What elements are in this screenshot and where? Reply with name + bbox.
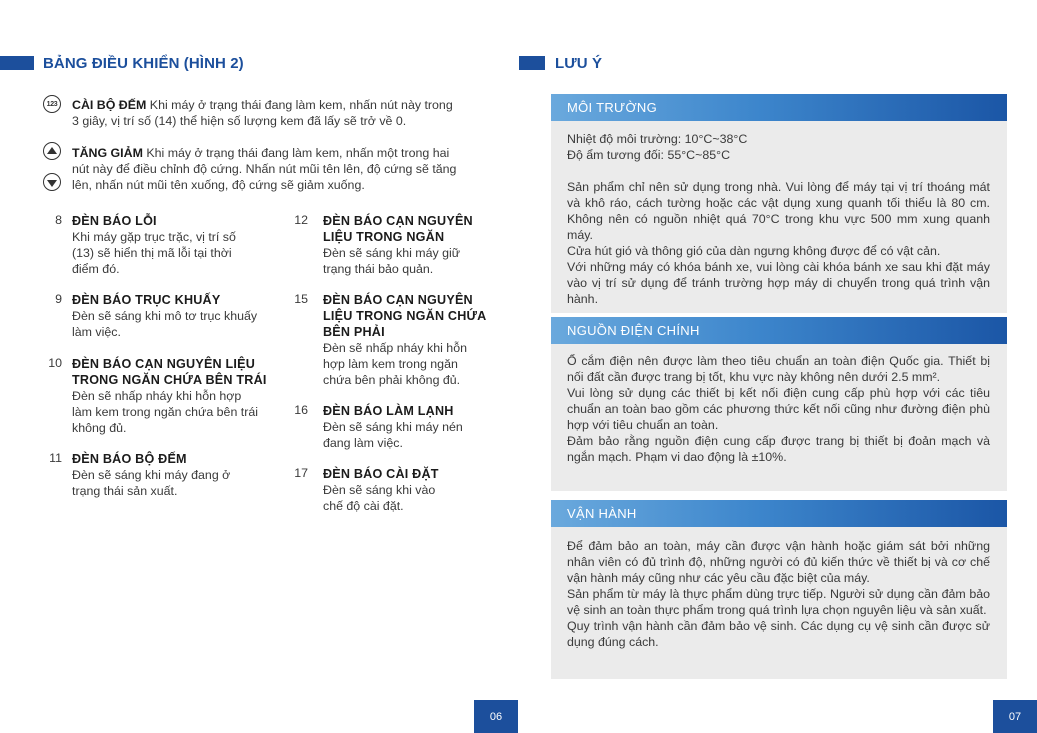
indicator-description: Đèn sẽ nhấp nháy khi hỗn [323,341,467,355]
operation-text [567,538,990,650]
indicator-description: Đèn sẽ nhấp nháy khi hỗn hợp [72,389,242,403]
indicator-title: LIỆU TRONG NGĂN CHỨA [323,309,487,323]
indicator-description: không đủ. [72,421,127,435]
indicator-description: Đèn sẽ sáng khi mô tơ trục khuấy [72,309,258,323]
section-paragraph: Sản phẩm từ máy là thực phẩm dùng trực tiếp. Người sử dụng cần đảm bảo vệ sinh an toàn thực phẩm trong quá trình lựa chọn nguyên liệu và sản xuất. [567,587,990,617]
indicator-description: Đèn sẽ sáng khi máy giữ [323,246,461,260]
section-paragraph: Cửa hút gió và thông gió của dàn ngưng không được để có vật cản. [567,244,941,258]
indicator-description: Đèn sẽ sáng khi máy đang ở [72,468,231,482]
counter-text-1: Khi máy ở trạng thái đang làm kem, nhấn nút này trong [146,98,453,112]
power-text [567,353,990,465]
indicator-description: Khi máy gặp trục trặc, vị trí số [72,230,236,244]
indicator-item [323,213,473,277]
indicator-description: trạng thái bảo quản. [323,262,434,276]
counter-icon [43,95,61,113]
adjust-title: TĂNG GIẢM [72,146,143,160]
adjust-text-3: lên, nhấn nút mũi tên xuống, độ cứng sẽ giảm xuống. [72,178,365,192]
environment-text [567,131,990,307]
section-paragraph: Độ ẩm tương đối: 55°C~85°C [567,148,731,162]
right-heading-bar [519,56,545,70]
operation-header: VẬN HÀNH [551,500,1007,527]
indicator-title: ĐÈN BÁO BỘ ĐẾM [72,452,187,466]
indicator-number: 16 [294,403,308,417]
page-number-right: 07 [993,700,1037,733]
indicator-description: điểm đó. [72,262,120,276]
left-heading-bar [0,56,34,70]
indicator-number: 8 [55,213,62,227]
indicator-description: Đèn sẽ sáng khi máy nén [323,420,463,434]
indicator-number: 15 [294,292,308,306]
indicator-title: ĐÈN BÁO CẠN NGUYÊN [323,214,473,228]
indicator-number: 17 [294,466,308,480]
section-paragraph: Ổ cắm điện nên được làm theo tiêu chuẩn an toàn điện Quốc gia. Thiết bị nối đất cần được trang bị tốt, khu vực này không nên dưới 2.5 mm². [567,354,990,384]
indicator-description: trạng thái sản xuất. [72,484,178,498]
indicator-title: ĐÈN BÁO CẠN NGUYÊN [323,293,473,307]
page-number-left: 06 [474,700,518,733]
indicator-description: (13) sẽ hiển thị mã lỗi tại thời [72,246,232,260]
section-paragraph: Nhiệt độ môi trường: 10°C~38°C [567,132,748,146]
adjust-text-2: nút này để điều chỉnh độ cứng. Nhấn nút mũi tên lên, độ cứng sẽ tăng [72,162,457,176]
indicator-title: ĐÈN BÁO TRỤC KHUẤY [72,293,221,307]
indicator-item [72,356,267,436]
indicator-item [323,403,463,451]
section-paragraph: Quy trình vận hành cần đảm bảo vệ sinh. Các dụng cụ vệ sinh cần được sử dụng đúng cách. [567,619,990,649]
indicator-description: chế độ cài đặt. [323,499,404,513]
indicator-item [72,292,257,340]
indicator-item [323,466,439,514]
arrow-up-icon [43,142,61,160]
indicator-description: làm việc. [72,325,121,339]
right-page-heading: LƯU Ý [555,55,603,72]
adjust-paragraph [72,145,512,193]
indicator-item [72,213,236,277]
environment-header: MÔI TRƯỜNG [551,94,1007,121]
section-paragraph: Để đảm bảo an toàn, máy cần được vận hành hoặc giám sát bởi những nhân viên có đủ trình độ, những người có đủ kiến thức về thiết bị và cơ chế vận hành máy cũng như các yêu cầu đặc biệt của máy. [567,539,990,585]
indicator-number: 12 [294,213,308,227]
indicator-number: 9 [55,292,62,306]
indicator-title: ĐÈN BÁO CÀI ĐẶT [323,467,439,481]
indicator-title: BÊN PHẢI [323,325,385,339]
indicator-title: LIỆU TRONG NGĂN [323,230,445,244]
indicator-number: 11 [49,451,62,465]
arrow-down-icon [43,173,61,191]
counter-text-2: 3 giây, vị trí số (14) thể hiện số lượng kem đã lấy sẽ trở về 0. [72,114,407,128]
counter-icon-label: 123 [46,100,58,108]
section-paragraph: Vui lòng sử dụng các thiết bị kết nối điện cung cấp phù hợp với các tiêu chuẩn an toàn bao gồm các phương thức kết nối cũng như đường điện phù hợp với tiêu chuẩn an toàn. [567,386,990,432]
indicator-title: ĐÈN BÁO CẠN NGUYÊN LIỆU [72,357,256,371]
indicator-number: 10 [48,356,62,370]
counter-title: CÀI BỘ ĐẾM [72,98,147,112]
indicator-title: ĐÈN BÁO LỖI [72,214,157,228]
indicator-item [72,451,230,499]
section-paragraph: Đảm bảo rằng nguồn điện cung cấp được trang bị thiết bị đoản mạch và ngắn mạch. Phạm vi dao động là ±10%. [567,434,990,464]
indicator-item [323,292,486,388]
indicator-title: ĐÈN BÁO LÀM LẠNH [323,404,454,418]
counter-paragraph [72,97,512,129]
indicator-description: làm kem trong ngăn chứa bên trái [72,405,258,419]
indicator-description: hợp làm kem trong ngăn [323,357,458,371]
section-paragraph: Sản phẩm chỉ nên sử dụng trong nhà. Vui lòng để máy tại vị trí thoáng mát và khô ráo, cách tường hoặc các vật dụng xung quanh tối thiểu là 80 cm. Không nên có nguồn nhiệt quá 70°C trong khu vực 500 mm xung quanh máy. [567,180,990,242]
indicator-title: TRONG NGĂN CHỨA BÊN TRÁI [72,373,267,387]
indicator-description: đang làm việc. [323,436,403,450]
indicator-description: Đèn sẽ sáng khi vào [323,483,436,497]
adjust-text-1: Khi máy ở trạng thái đang làm kem, nhấn một trong hai [142,146,450,160]
indicator-description: chứa bên phải không đủ. [323,373,461,387]
power-header: NGUỒN ĐIỆN CHÍNH [551,317,1007,344]
left-page-heading: BẢNG ĐIỀU KHIỂN (HÌNH 2) [43,55,244,72]
section-paragraph: Với những máy có khóa bánh xe, vui lòng cài khóa bánh xe sau khi đặt máy vào vị trí sử dụng để tránh trường hợp máy di chuyển trong quá trình vận hành. [567,260,990,306]
